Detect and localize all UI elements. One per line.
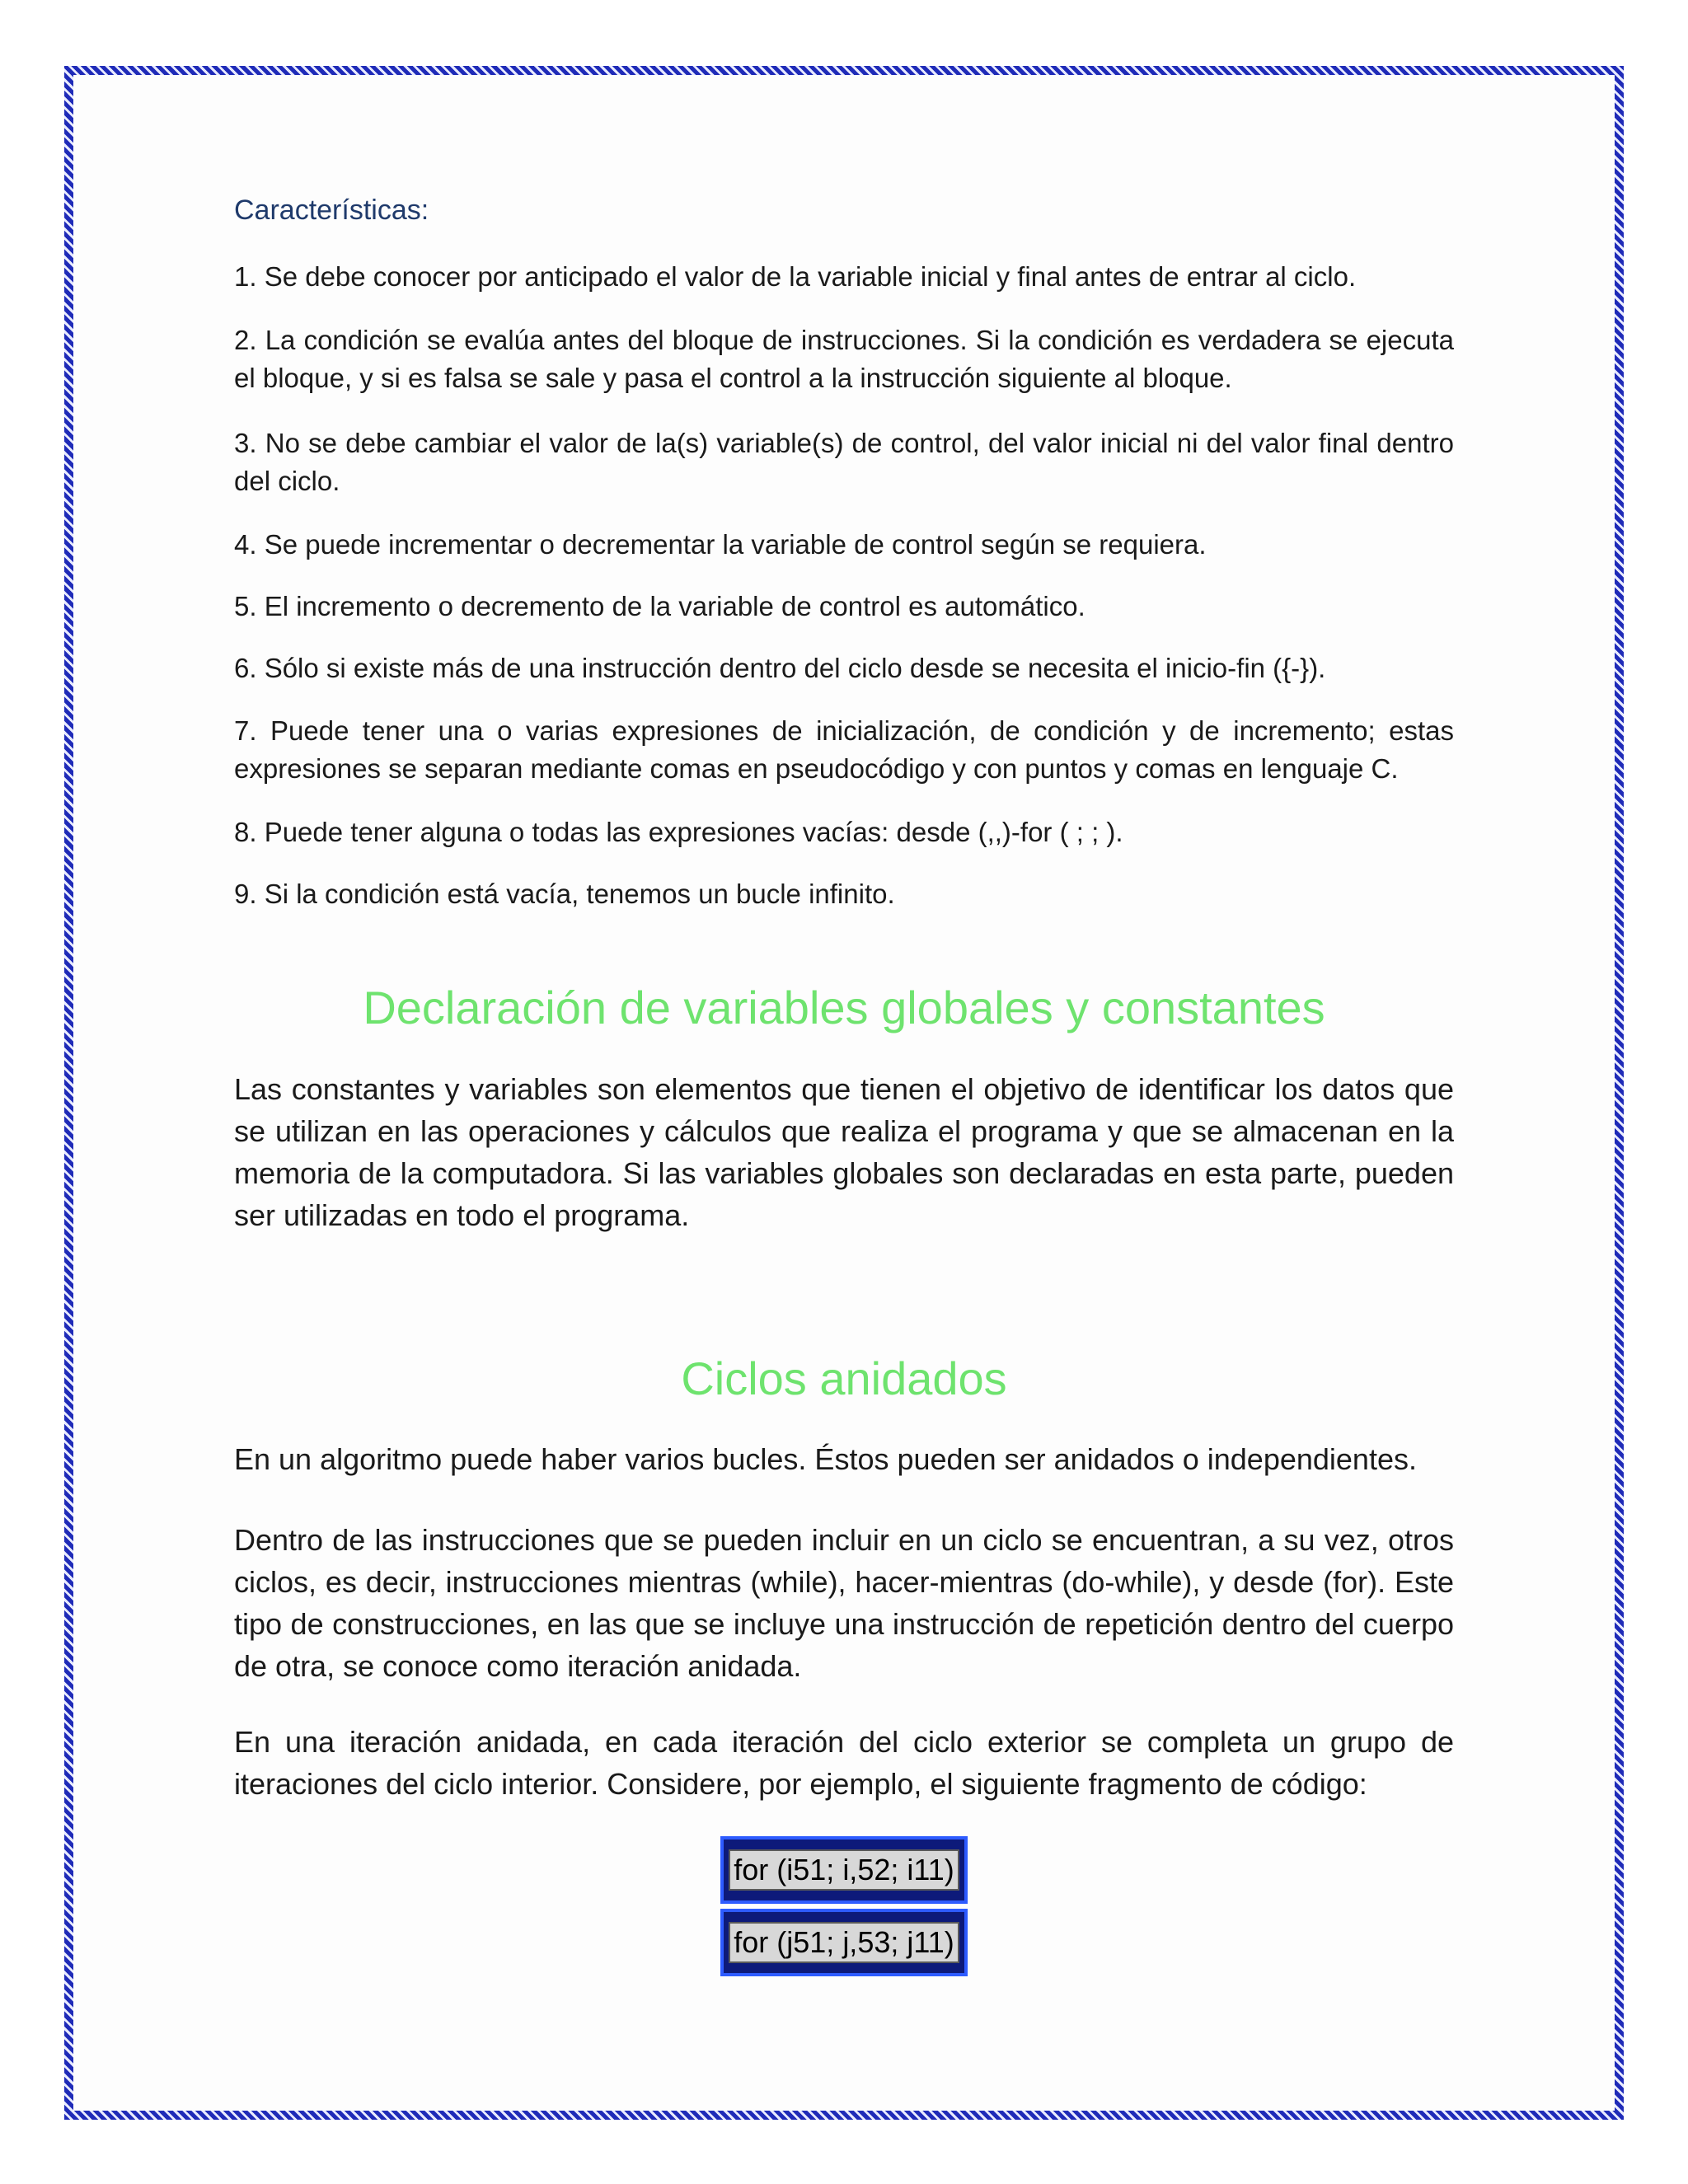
characteristic-item: 9. Si la condición está vacía, tenemos un bucle infinito.: [234, 879, 895, 909]
globals-paragraph: Las constantes y variables son elementos que tienen el objetivo de identificar los datos que se utilizan en las operaciones y cálculos que realiza el programa y que se almacenan en la memoria de la computadora. Si las variables globales son declaradas en esta parte, pueden ser utilizadas en todo el programa.: [234, 1072, 1454, 1232]
characteristic-item: 2. La condición se evalúa antes del bloque de instrucciones. Si la condición es verdadera se ejecuta el bloque, y si es falsa se sale y pasa el control a la instrucción siguiente al bloque.: [234, 325, 1454, 393]
characteristic-item: 4. Se puede incrementar o decrementar la variable de control según se requiera.: [234, 529, 1207, 560]
section-title-nested: Ciclos anidados: [681, 1352, 1007, 1404]
section-title-globals: Declaración de variables globales y constantes: [363, 982, 1325, 1033]
nested-paragraph: En una iteración anidada, en cada iteración del ciclo exterior se completa un grupo de iteraciones del ciclo interior. Considere, por ejemplo, el siguiente fragmento de código:: [234, 1725, 1454, 1801]
characteristic-item: 7. Puede tener una o varias expresiones de inicialización, de condición y de incremento; estas expresiones se separan mediante comas en pseudocódigo y con puntos y comas en lenguaje C.: [234, 715, 1454, 784]
code-line-box: [720, 1836, 968, 1904]
characteristic-item: 8. Puede tener alguna o todas las expresiones vacías: desde (,,)-for ( ; ; ).: [234, 817, 1123, 847]
characteristics-heading: Características:: [234, 194, 429, 226]
code-line: for (j51; j,53; j11): [729, 1922, 959, 1963]
code-line-box: [720, 1909, 968, 1976]
characteristic-item: 6. Sólo si existe más de una instrucción dentro del ciclo desde se necesita el inicio-fin ({-}).: [234, 653, 1326, 683]
code-line: for (i51; i,52; i11): [729, 1849, 959, 1891]
characteristic-item: 5. El incremento o decremento de la variable de control es automático.: [234, 591, 1085, 621]
characteristic-item: 3. No se debe cambiar el valor de la(s) variable(s) de control, del valor inicial ni del valor final dentro del ciclo.: [234, 428, 1454, 496]
nested-paragraph: En un algoritmo puede haber varios bucles. Éstos pueden ser anidados o independientes.: [234, 1442, 1417, 1476]
nested-paragraph: Dentro de las instrucciones que se pueden incluir en un ciclo se encuentran, a su vez, otros ciclos, es decir, instrucciones mientras (while), hacer-mientras (do-while), y desde (for). Este tipo de construcciones, en las que se incluye una instrucción de repetición dentro del cuerpo de otra, se conoce como iteración anidada.: [234, 1523, 1454, 1683]
characteristic-item: 1. Se debe conocer por anticipado el valor de la variable inicial y final antes de entrar al ciclo.: [234, 261, 1357, 292]
